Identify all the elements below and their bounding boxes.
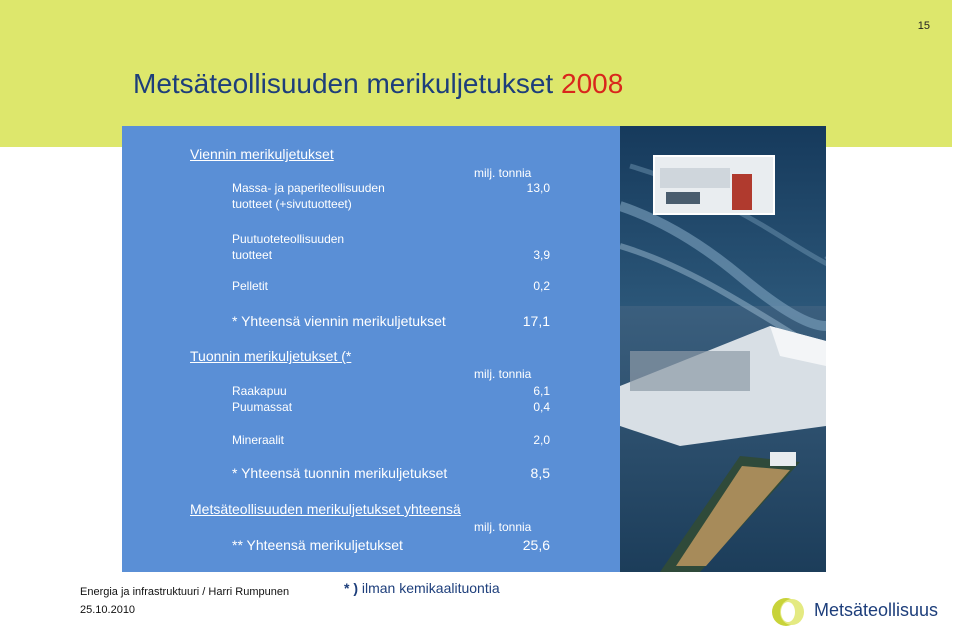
exports-row-2-value: 3,9 xyxy=(533,248,550,262)
ship-photos-image xyxy=(620,126,826,572)
exports-row-3-label: Pelletit xyxy=(232,279,269,293)
metsateollisuus-logo xyxy=(770,596,940,628)
logo-text: Metsäteollisuus xyxy=(814,600,939,620)
exports-row-1-label-2: tuotteet (+sivutuotteet) xyxy=(232,197,352,211)
imports-row-2-value: 0,4 xyxy=(533,400,550,414)
imports-row-1-label: Raakapuu xyxy=(232,384,287,398)
footer-date: 25.10.2010 xyxy=(80,604,136,616)
exports-total-label: * Yhteensä viennin merikuljetukset xyxy=(232,313,446,329)
imports-unit: milj. tonnia xyxy=(474,367,532,381)
exports-row-2-label-1: Puutuoteteollisuuden xyxy=(232,232,345,246)
exports-row-1-label-1: Massa- ja paperiteollisuuden xyxy=(232,181,385,195)
overall-total-value: 25,6 xyxy=(522,537,550,553)
footnote-text: ilman kemikaalituontia xyxy=(358,580,500,596)
imports-total-label: * Yhteensä tuonnin merikuljetukset xyxy=(232,465,448,481)
statistics-panel xyxy=(122,126,620,572)
exports-row-3-value: 0,2 xyxy=(533,279,550,293)
footer-author: Energia ja infrastruktuuri / Harri Rumpunen xyxy=(80,586,290,598)
imports-row-1-value: 6,1 xyxy=(533,384,550,398)
imports-row-2-label: Puumassat xyxy=(232,400,293,414)
slide-title-main: Metsäteollisuuden merikuljetukset xyxy=(133,68,554,99)
page-number: 15 xyxy=(917,20,930,32)
logo-mark-icon xyxy=(770,596,810,628)
imports-heading: Tuonnin merikuljetukset (* xyxy=(190,348,352,364)
imports-row-3-label: Mineraalit xyxy=(232,433,285,447)
exports-total-value: 17,1 xyxy=(522,313,550,329)
imports-total-value: 8,5 xyxy=(530,465,550,481)
exports-heading: Viennin merikuljetukset xyxy=(190,146,334,162)
overall-total-label: ** Yhteensä merikuljetukset xyxy=(232,537,403,553)
footnote-marker: * ) xyxy=(344,580,358,596)
imports-row-3-value: 2,0 xyxy=(533,433,550,447)
exports-row-1-value: 13,0 xyxy=(526,181,550,195)
slide-title-year: 2008 xyxy=(561,68,624,99)
footnote xyxy=(344,580,500,596)
ship-photo-strip xyxy=(620,126,826,572)
overall-unit: milj. tonnia xyxy=(474,520,532,534)
slide-title xyxy=(133,68,623,100)
exports-row-2-label-2: tuotteet xyxy=(232,248,273,262)
exports-unit: milj. tonnia xyxy=(474,166,532,180)
overall-heading: Metsäteollisuuden merikuljetukset yhteensä xyxy=(190,501,461,517)
